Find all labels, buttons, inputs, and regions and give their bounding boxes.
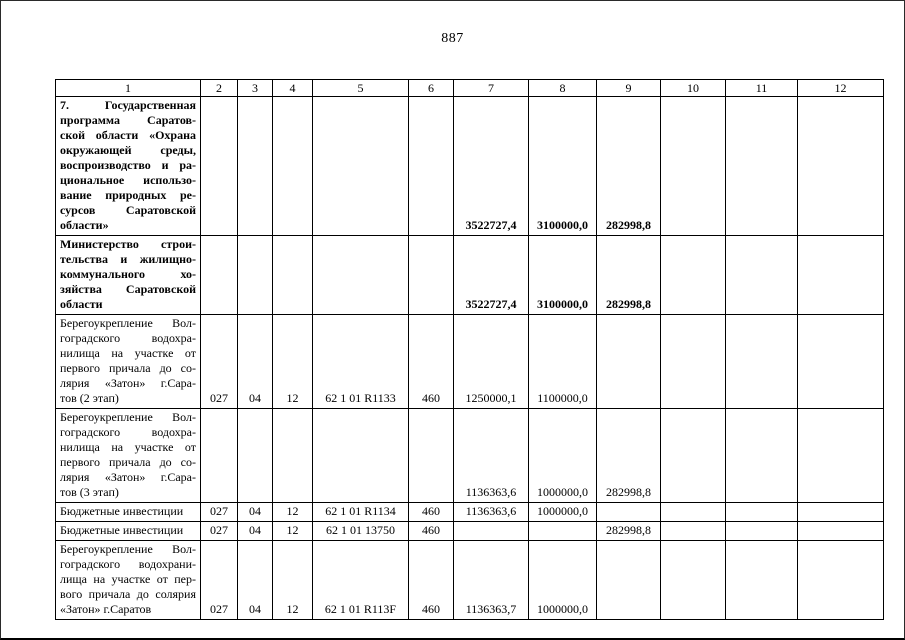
cell-col7: 1136363,6 (454, 409, 529, 503)
cell-col2: 027 (201, 315, 238, 409)
row-name-line: лярия «Затон» г.Сара- (60, 376, 196, 390)
cell-col5: 62 1 01 R113F (313, 541, 409, 620)
cell-col11 (726, 236, 798, 315)
cell-col3 (238, 97, 273, 236)
row-name (56, 409, 201, 503)
cell-col8: 1100000,0 (529, 315, 597, 409)
cell-col7: 1136363,6 (454, 503, 529, 522)
row-name-line: Берегоукрепление Вол- (60, 410, 196, 424)
cell-col8: 1000000,0 (529, 503, 597, 522)
table-body (56, 97, 884, 620)
row-name-line: ской области «Охрана (60, 128, 196, 142)
cell-col10 (661, 315, 726, 409)
cell-col3: 04 (238, 522, 273, 541)
row-name-line: вого причала до солярия (60, 587, 196, 601)
table-header-row (56, 80, 884, 97)
cell-col5 (313, 97, 409, 236)
page-number: 887 (441, 31, 464, 46)
cell-col10 (661, 503, 726, 522)
row-name-line: Берегоукрепление Вол- (60, 542, 196, 556)
cell-col12 (798, 236, 884, 315)
cell-col3: 04 (238, 315, 273, 409)
row-name (56, 315, 201, 409)
cell-col3 (238, 409, 273, 503)
cell-col2: 027 (201, 541, 238, 620)
row-name-line: нилища на участке от (60, 440, 196, 454)
cell-col6: 460 (409, 315, 454, 409)
row-name-line: лярия «Затон» г.Сара- (60, 470, 196, 484)
table-row (56, 541, 884, 620)
cell-col12 (798, 541, 884, 620)
cell-col4 (273, 236, 313, 315)
cell-col12 (798, 522, 884, 541)
cell-col9: 282998,8 (597, 97, 661, 236)
row-name-line: программа Саратов- (60, 113, 196, 127)
cell-col3: 04 (238, 541, 273, 620)
cell-col4: 12 (273, 541, 313, 620)
cell-col12 (798, 409, 884, 503)
cell-col3 (238, 236, 273, 315)
table-row (56, 503, 884, 522)
cell-col12 (798, 503, 884, 522)
cell-col11 (726, 541, 798, 620)
cell-col10 (661, 541, 726, 620)
cell-col2: 027 (201, 522, 238, 541)
cell-col5: 62 1 01 R1133 (313, 315, 409, 409)
cell-col11 (726, 522, 798, 541)
cell-col11 (726, 97, 798, 236)
row-name-line: гоградского водохра- (60, 425, 196, 439)
row-name (56, 97, 201, 236)
row-name-line: Бюджетные инвестиции (60, 523, 184, 537)
row-name-line: нилища на участке от (60, 346, 196, 360)
cell-col11 (726, 409, 798, 503)
cell-col6 (409, 409, 454, 503)
cell-col8: 3100000,0 (529, 236, 597, 315)
cell-col4 (273, 409, 313, 503)
row-name-line: коммунального хо- (60, 267, 196, 281)
table-row (56, 409, 884, 503)
row-name-line: воспроизводство и ра- (60, 158, 196, 172)
row-name-line: Берегоукрепление Вол- (60, 316, 196, 330)
budget-table (55, 79, 884, 620)
column-header-9: 9 (597, 80, 661, 97)
cell-col9: 282998,8 (597, 409, 661, 503)
table-row (56, 315, 884, 409)
cell-col4 (273, 97, 313, 236)
cell-col9 (597, 541, 661, 620)
cell-col10 (661, 522, 726, 541)
row-name-line: Министерство строи- (60, 237, 196, 251)
cell-col5: 62 1 01 13750 (313, 522, 409, 541)
cell-col4: 12 (273, 503, 313, 522)
cell-col7: 3522727,4 (454, 236, 529, 315)
cell-col2: 027 (201, 503, 238, 522)
table-row (56, 236, 884, 315)
row-name-line: тов (2 этап) (60, 391, 119, 405)
cell-col9: 282998,8 (597, 236, 661, 315)
table-row (56, 522, 884, 541)
column-header-6: 6 (409, 80, 454, 97)
row-name-line: зяйства Саратовской (60, 282, 196, 296)
cell-col10 (661, 97, 726, 236)
column-header-4: 4 (273, 80, 313, 97)
column-header-3: 3 (238, 80, 273, 97)
row-name-line: вание природных ре- (60, 188, 196, 202)
row-name (56, 522, 201, 541)
row-name-line: лища на участке от пер- (60, 572, 196, 586)
row-name (56, 503, 201, 522)
cell-col7: 1136363,7 (454, 541, 529, 620)
cell-col2 (201, 409, 238, 503)
row-name-line: гоградского водохра- (60, 331, 196, 345)
cell-col8: 1000000,0 (529, 541, 597, 620)
cell-col5 (313, 236, 409, 315)
column-header-11: 11 (726, 80, 798, 97)
cell-col9 (597, 503, 661, 522)
cell-col7: 1250000,1 (454, 315, 529, 409)
column-header-5: 5 (313, 80, 409, 97)
column-header-8: 8 (529, 80, 597, 97)
cell-col6 (409, 97, 454, 236)
cell-col5: 62 1 01 R1134 (313, 503, 409, 522)
cell-col5 (313, 409, 409, 503)
cell-col9: 282998,8 (597, 522, 661, 541)
cell-col6: 460 (409, 541, 454, 620)
column-header-2: 2 (201, 80, 238, 97)
cell-col12 (798, 315, 884, 409)
cell-col2 (201, 236, 238, 315)
cell-col6 (409, 236, 454, 315)
row-name-line: тельства и жилищно- (60, 252, 196, 266)
column-header-10: 10 (661, 80, 726, 97)
column-header-7: 7 (454, 80, 529, 97)
cell-col6: 460 (409, 503, 454, 522)
cell-col10 (661, 236, 726, 315)
cell-col7 (454, 522, 529, 541)
cell-col9 (597, 315, 661, 409)
cell-col6: 460 (409, 522, 454, 541)
cell-col11 (726, 503, 798, 522)
cell-col8: 1000000,0 (529, 409, 597, 503)
row-name-line: 7. Государственная (60, 98, 196, 112)
row-name (56, 236, 201, 315)
row-name-line: области» (60, 218, 109, 232)
cell-col12 (798, 97, 884, 236)
cell-col7: 3522727,4 (454, 97, 529, 236)
row-name-line: тов (3 этап) (60, 485, 119, 499)
row-name-line: первого причала до со- (60, 361, 196, 375)
cell-col11 (726, 315, 798, 409)
row-name-line: Бюджетные инвестиции (60, 504, 184, 518)
row-name-line: области (60, 297, 103, 311)
row-name-line: окружающей среды, (60, 143, 196, 157)
cell-col3: 04 (238, 503, 273, 522)
row-name-line: первого причала до со- (60, 455, 196, 469)
cell-col8: 3100000,0 (529, 97, 597, 236)
row-name-line: «Затон» г.Саратов (60, 602, 152, 616)
cell-col2 (201, 97, 238, 236)
cell-col4: 12 (273, 315, 313, 409)
cell-col10 (661, 409, 726, 503)
row-name (56, 541, 201, 620)
cell-col8 (529, 522, 597, 541)
column-header-12: 12 (798, 80, 884, 97)
cell-col4: 12 (273, 522, 313, 541)
row-name-line: циональное использо- (60, 173, 196, 187)
row-name-line: сурсов Саратовской (60, 203, 196, 217)
column-header-1: 1 (56, 80, 201, 97)
row-name-line: гоградского водохрани- (60, 557, 196, 571)
table-row (56, 97, 884, 236)
